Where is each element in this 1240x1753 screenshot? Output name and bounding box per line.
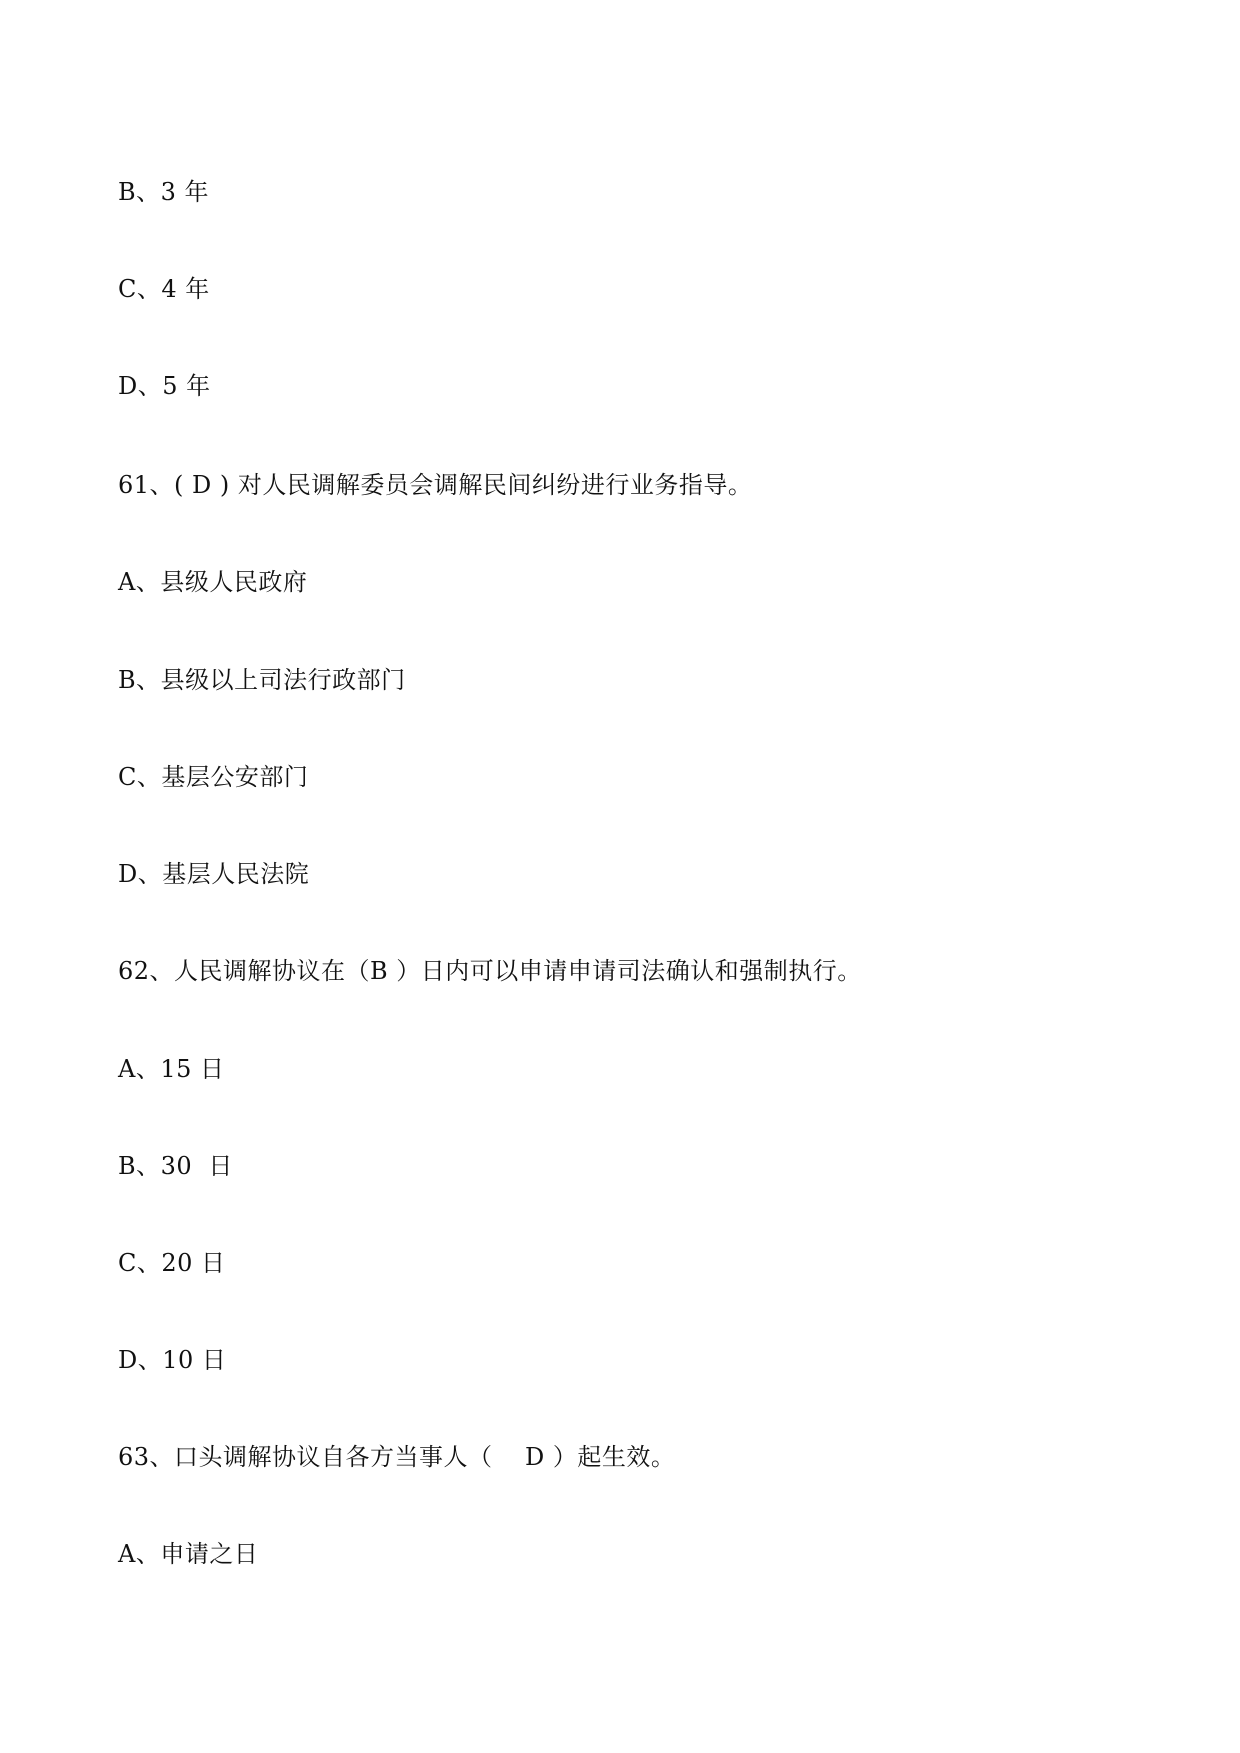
option-a-q63: A、申请之日 xyxy=(118,1540,259,1568)
option-b-q62: B、30 日 xyxy=(118,1152,233,1180)
option-c-q61: C、基层公安部门 xyxy=(118,763,309,791)
option-b-q60: B、3 年 xyxy=(118,178,210,206)
question-63: 63、口头调解协议自各方当事人（ D ）起生效。 xyxy=(118,1443,676,1471)
option-a-q61: A、县级人民政府 xyxy=(118,568,308,596)
option-b-q61: B、县级以上司法行政部门 xyxy=(118,666,406,694)
option-a-q62: A、15 日 xyxy=(118,1055,225,1083)
option-d-q60: D、5 年 xyxy=(118,372,211,400)
option-d-q61: D、基层人民法院 xyxy=(118,860,310,888)
option-c-q60: C、4 年 xyxy=(118,275,210,303)
question-62: 62、人民调解协议在（B ）日内可以申请申请司法确认和强制执行。 xyxy=(118,957,862,985)
option-d-q62: D、10 日 xyxy=(118,1346,227,1374)
question-61: 61、( D ) 对人民调解委员会调解民间纠纷进行业务指导。 xyxy=(118,471,753,499)
option-c-q62: C、20 日 xyxy=(118,1249,226,1277)
